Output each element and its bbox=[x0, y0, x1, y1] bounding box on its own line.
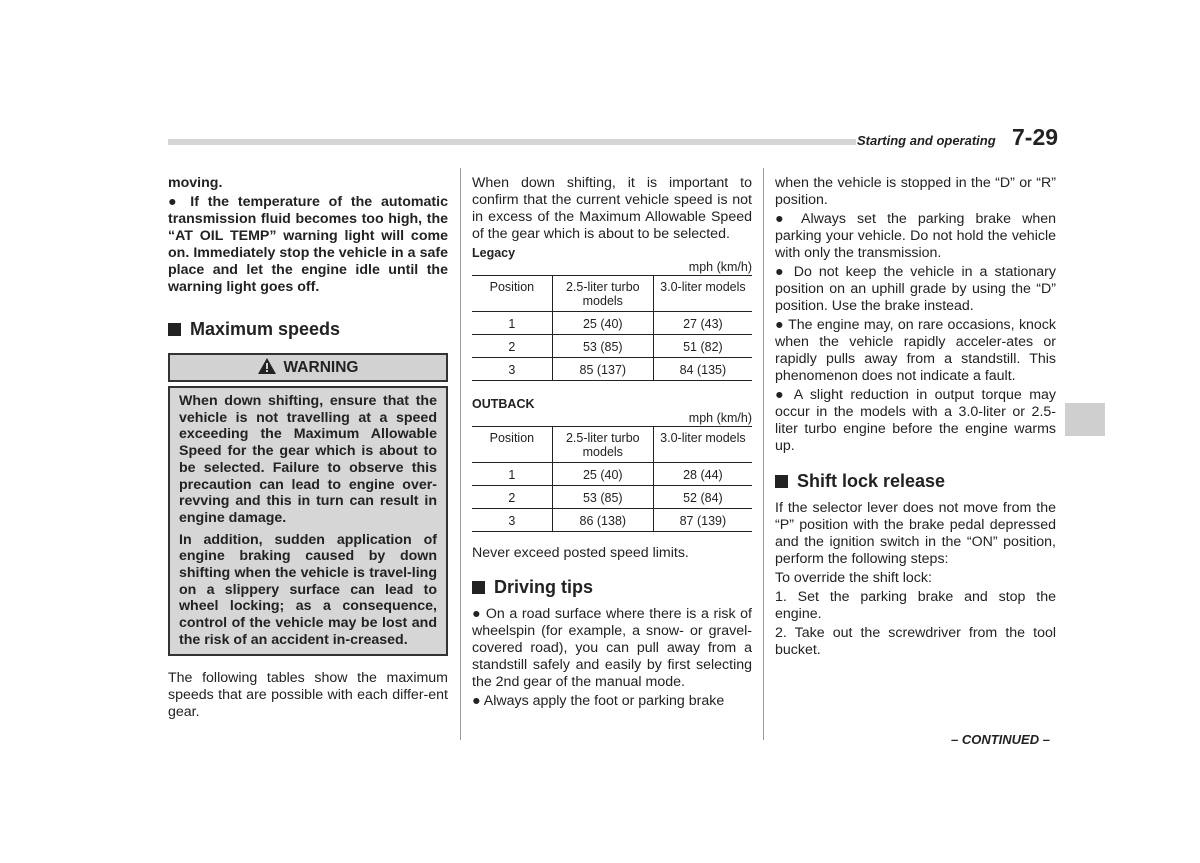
table-cell: 25 (40) bbox=[552, 463, 653, 486]
column-divider bbox=[460, 168, 461, 740]
continued-marker: – CONTINUED – bbox=[951, 732, 1050, 747]
warning-title-bar bbox=[168, 353, 448, 382]
table-row bbox=[472, 358, 752, 381]
column-3 bbox=[775, 175, 1056, 661]
table-header-cell: 2.5-liter turbo models bbox=[552, 276, 653, 312]
bullet-paragraph: ● On a road surface where there is a risk of wheelspin (for example, a snow- or gravel-covered road), you can pull away from a standstill safely and easily by first selecting the 2nd gear of the manual mode. bbox=[472, 606, 752, 690]
heading-text: Shift lock release bbox=[797, 471, 946, 491]
warning-text: When down shifting, ensure that the vehicle is not travelling at a speed exceeding the Maximum Allowable Speed for the gear which is about to be selected. Failure to observe this precaution can lead to engine over-revving and this in turn can result in engine damage. bbox=[179, 393, 437, 526]
speed-table-legacy bbox=[472, 275, 752, 381]
table-cell: 53 (85) bbox=[552, 486, 653, 509]
paragraph: Never exceed posted speed limits. bbox=[472, 545, 689, 561]
table-row bbox=[472, 312, 752, 335]
page-number: 7-29 bbox=[1012, 124, 1059, 150]
heading-square-icon bbox=[472, 581, 485, 594]
table-row bbox=[472, 335, 752, 358]
paragraph: To override the shift lock: bbox=[775, 570, 932, 586]
table-header-cell: Position bbox=[472, 276, 552, 312]
section-heading bbox=[775, 470, 1056, 492]
table-cell: 3 bbox=[472, 358, 552, 381]
table-cell: 86 (138) bbox=[552, 509, 653, 532]
heading-text: Maximum speeds bbox=[190, 319, 341, 339]
section-heading bbox=[168, 318, 448, 340]
table-cell: 87 (139) bbox=[653, 509, 752, 532]
table-header-cell: Position bbox=[472, 427, 552, 463]
table-cell: 2 bbox=[472, 486, 552, 509]
column-divider bbox=[763, 168, 764, 740]
table-cell: 2 bbox=[472, 335, 552, 358]
table-row bbox=[472, 486, 752, 509]
section-heading bbox=[472, 576, 752, 598]
paragraph: when the vehicle is stopped in the “D” or “R” position. bbox=[775, 175, 1056, 208]
table-cell: 84 (135) bbox=[653, 358, 752, 381]
table-cell: 51 (82) bbox=[653, 335, 752, 358]
table-unit: mph (km/h) bbox=[688, 411, 752, 425]
table-unit: mph (km/h) bbox=[688, 260, 752, 274]
chapter-thumb-tab bbox=[1065, 403, 1105, 436]
table-cell: 3 bbox=[472, 509, 552, 532]
heading-square-icon bbox=[775, 475, 788, 488]
table-cell: 1 bbox=[472, 463, 552, 486]
step-paragraph: 1. Set the parking brake and stop the engine. bbox=[775, 589, 1056, 622]
table-label: Legacy bbox=[472, 246, 516, 260]
table-cell: 53 (85) bbox=[552, 335, 653, 358]
warning-title: WARNING bbox=[283, 359, 359, 376]
table-header-cell: 3.0-liter models bbox=[653, 427, 752, 463]
paragraph: The following tables show the maximum speeds that are possible with each differ-ent gear. bbox=[168, 669, 448, 720]
section-title: Starting and operating bbox=[857, 133, 996, 148]
bullet-paragraph: ● The engine may, on rare occasions, knock when the vehicle rapidly acceler-ates or rapidly pulls away from a standstill. This phenomenon does not indicate a fault. bbox=[775, 317, 1056, 384]
bullet-paragraph: ● A slight reduction in output torque may occur in the models with a 3.0-liter or 2.5-liter turbo engine before the engine warms up. bbox=[775, 387, 1056, 454]
table-header-row bbox=[472, 276, 752, 312]
table-cell: 85 (137) bbox=[552, 358, 653, 381]
warning-box bbox=[168, 386, 448, 656]
table-cell: 25 (40) bbox=[552, 312, 653, 335]
table-header-row bbox=[472, 427, 752, 463]
step-paragraph: 2. Take out the screwdriver from the tool bucket. bbox=[775, 625, 1056, 658]
table-cell: 52 (84) bbox=[653, 486, 752, 509]
table-row bbox=[472, 509, 752, 532]
table-cell: 1 bbox=[472, 312, 552, 335]
warning-text: In addition, sudden application of engine braking caused by down shifting when the vehicle is travel-ling on a slippery surface can lead to wheel locking; as a consequence, control of the vehicle may be lost and the risk of an accident in-creased. bbox=[179, 531, 437, 648]
speed-table-outback bbox=[472, 426, 752, 532]
bullet-paragraph: ● Always set the parking brake when parking your vehicle. Do not hold the vehicle with only the transmission. bbox=[775, 211, 1056, 261]
column-1 bbox=[168, 175, 448, 723]
heading-square-icon bbox=[168, 323, 181, 336]
table-header-cell: 3.0-liter models bbox=[653, 276, 752, 312]
heading-text: Driving tips bbox=[494, 577, 594, 597]
table-cell: 27 (43) bbox=[653, 312, 752, 335]
paragraph: When down shifting, it is important to confirm that the current vehicle speed is not in excess of the Maximum Allowable Speed of the gear which is about to be selected. bbox=[472, 175, 752, 242]
warning-triangle-icon bbox=[258, 358, 276, 378]
bullet-paragraph: ● If the temperature of the automatic transmission fluid becomes too high, the “AT OIL TEMP” warning light will come on. Immediately stop the vehicle in a safe place and let the engine idle until the warning light goes off. bbox=[168, 194, 448, 295]
paragraph: moving. bbox=[168, 175, 223, 191]
bullet-paragraph: ● Always apply the foot or parking brake bbox=[472, 693, 725, 709]
table-header-cell: 2.5-liter turbo models bbox=[552, 427, 653, 463]
paragraph: If the selector lever does not move from the “P” position with the brake pedal depressed and the ignition switch in the “ON” position, perform the following steps: bbox=[775, 500, 1056, 567]
table-label: OUTBACK bbox=[472, 397, 535, 411]
table-cell: 28 (44) bbox=[653, 463, 752, 486]
bullet-paragraph: ● Do not keep the vehicle in a stationary position on an uphill grade by using the “D” position. Use the brake instead. bbox=[775, 264, 1056, 314]
column-2 bbox=[472, 175, 752, 712]
header-rule bbox=[168, 139, 856, 145]
table-row bbox=[472, 463, 752, 486]
